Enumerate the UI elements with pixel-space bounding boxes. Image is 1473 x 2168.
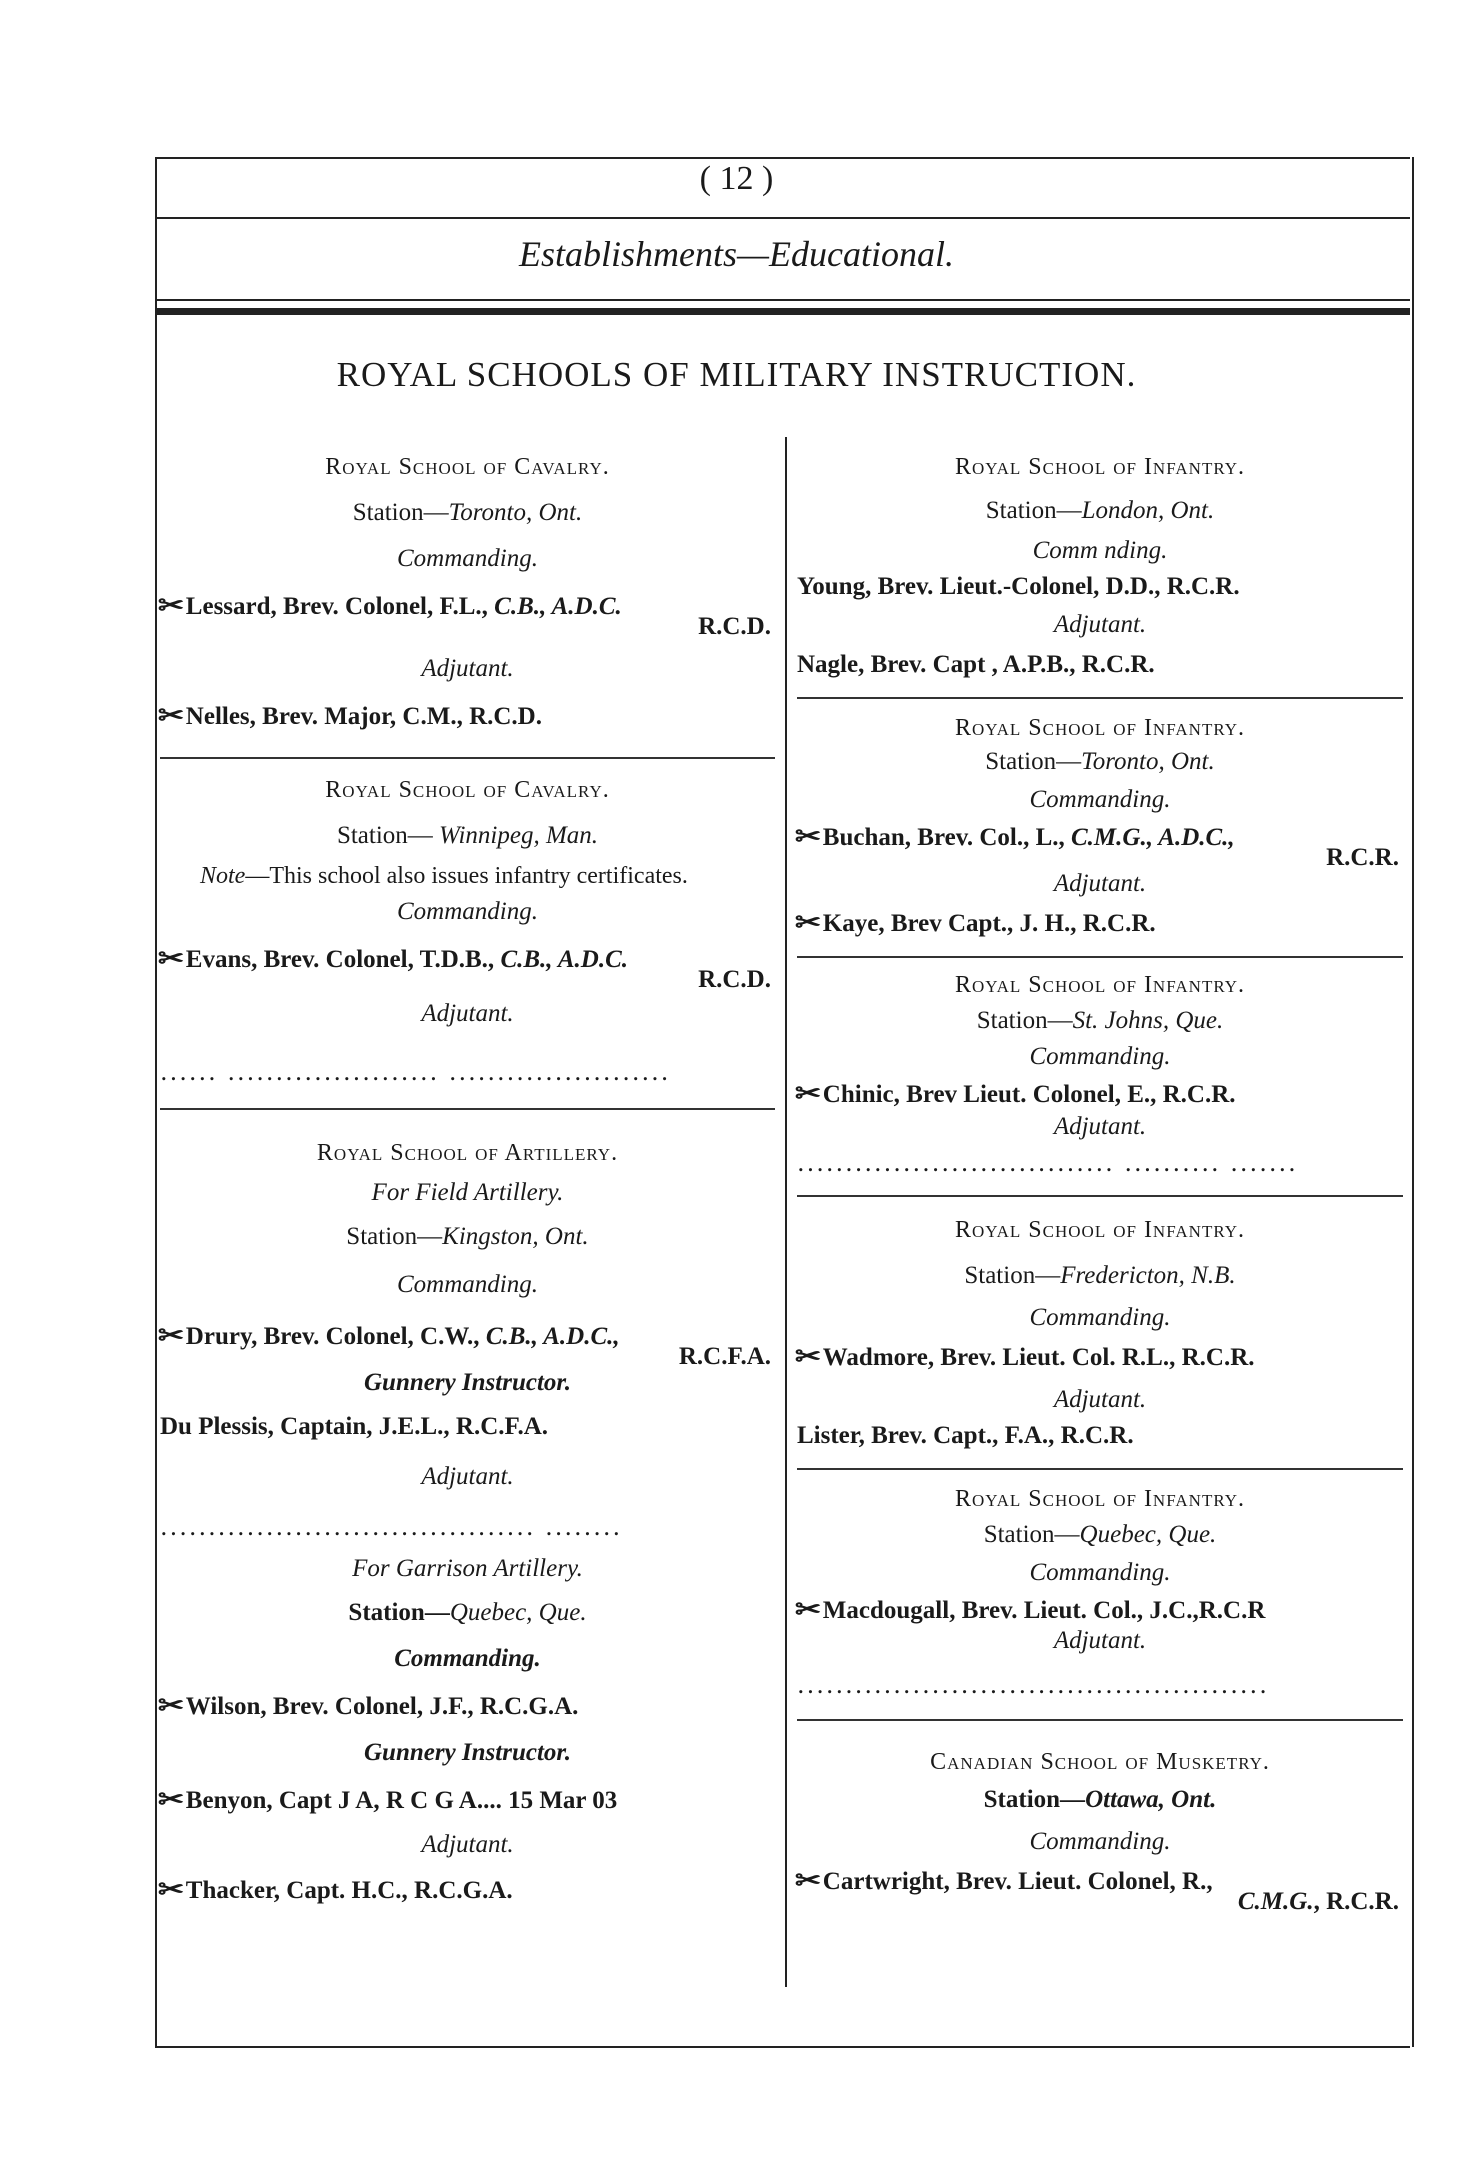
block-heading: Royal School of Infantry.	[954, 1486, 1246, 1512]
scissors-icon: ✂	[794, 1595, 821, 1624]
block-divider	[797, 956, 1403, 958]
block-heading: Royal School of Infantry.	[954, 972, 1246, 998]
gunnery-name: Benyon, Capt J A, R C G A.... 15 Mar 03	[185, 1787, 618, 1814]
block-divider	[797, 697, 1403, 699]
commander-corps: R.C.D.	[698, 966, 771, 993]
station-place: Winnipeg, Man.	[439, 822, 599, 849]
station-label: Station—	[964, 1262, 1061, 1289]
commanding-label: Commanding.	[1029, 1304, 1171, 1331]
commander-corps: R.C.F.A.	[678, 1343, 771, 1370]
block-heading: Royal School of Infantry.	[954, 715, 1246, 741]
commanding-label: Commanding.	[397, 545, 538, 572]
adjutant-label-2: Adjutant.	[421, 1831, 514, 1858]
scissors-icon: ✂	[157, 1691, 184, 1720]
commanding-label: Commanding.	[1029, 1043, 1171, 1070]
commander-honours: C.B., A.D.C.	[494, 593, 622, 620]
rule-thin	[155, 299, 1410, 301]
adjutant-label: Adjutant.	[1053, 1113, 1147, 1140]
commanding-label: Commanding.	[1029, 1559, 1171, 1586]
cavalry-toronto-block	[157, 454, 775, 731]
commander-entry-2	[157, 1691, 775, 1721]
commanding-label: Comm nding.	[1032, 537, 1168, 564]
scissors-icon: ✂	[157, 944, 184, 973]
note-label: Note	[200, 863, 246, 889]
adjutant-entry: Lister, Brev. Capt., F.A., R.C.R.	[797, 1422, 1134, 1449]
station-line-2	[160, 1599, 775, 1627]
dotted-leader: ....................................... ........	[160, 1513, 623, 1541]
commander-honours: C.B., A.D.C.,	[485, 1323, 620, 1350]
commander-entry	[794, 1079, 1403, 1109]
commander-corps: R.C.D.	[698, 613, 771, 640]
commander-name: Cartwright, Brev. Lieut. Colonel, R.,	[822, 1868, 1213, 1895]
commander-corps: , R.C.R.	[1313, 1888, 1399, 1915]
station-line	[160, 499, 775, 527]
commander-entry	[157, 591, 775, 621]
gunnery-label-2: Gunnery Instructor.	[363, 1739, 572, 1766]
station-place: Fredericton, N.B.	[1060, 1262, 1236, 1289]
right-column	[794, 440, 1403, 1916]
scissors-icon: ✂	[157, 1785, 184, 1814]
top-rule	[155, 157, 1410, 159]
commander-entry	[157, 1321, 775, 1351]
infantry-toronto-block	[794, 715, 1403, 938]
bottom-rule	[155, 2046, 1410, 2048]
scissors-icon: ✂	[794, 1342, 821, 1371]
musketry-block	[794, 1749, 1403, 1916]
commander-name: Buchan, Brev. Col., L.,	[822, 824, 1071, 851]
page-number: ( 12 )	[699, 160, 774, 197]
gunnery-label: Gunnery Instructor.	[363, 1369, 572, 1396]
station-line	[797, 497, 1403, 525]
commander-name: Drury, Brev. Colonel, C.W.,	[185, 1323, 486, 1350]
commander-name: Chinic, Brev Lieut. Colonel, E., R.C.R.	[822, 1081, 1236, 1108]
adjutant-label: Adjutant.	[421, 1463, 514, 1490]
station-place: Quebec, Que.	[449, 1599, 587, 1626]
station-label: Station—	[346, 1223, 443, 1250]
station-label: Station—	[983, 1521, 1080, 1548]
artillery-block	[157, 1140, 775, 1905]
station-label: Station—	[348, 1599, 450, 1626]
scissors-icon: ✂	[794, 1866, 821, 1895]
commander-corps: R.C.R.	[1326, 844, 1399, 871]
column-separator	[785, 437, 787, 1987]
adjutant-name: Nelles, Brev. Major, C.M., R.C.D.	[185, 703, 542, 730]
commander-entry	[794, 1342, 1403, 1372]
adjutant-label: Adjutant.	[1053, 1627, 1147, 1654]
scissors-icon: ✂	[794, 822, 821, 851]
sub-heading-garrison: For Garrison Artillery.	[352, 1555, 583, 1582]
adjutant-entry-2	[157, 1875, 775, 1905]
rule-under-page-number	[155, 217, 1410, 219]
block-divider	[797, 1468, 1403, 1470]
block-heading: Royal School of Cavalry.	[325, 777, 610, 803]
commander-honours: C.M.G., A.D.C.,	[1071, 824, 1235, 851]
station-place: St. Johns, Que.	[1072, 1007, 1224, 1034]
section-title: Establishments—Educational.	[519, 234, 954, 274]
station-place: Toronto, Ont.	[448, 499, 583, 526]
station-line	[797, 1007, 1403, 1035]
station-place: London, Ont.	[1081, 497, 1215, 524]
infantry-london-block	[797, 454, 1403, 679]
commander-name: Wilson, Brev. Colonel, J.F., R.C.G.A.	[185, 1693, 579, 1720]
adjutant-label: Adjutant.	[1053, 1386, 1147, 1413]
sub-heading-field: For Field Artillery.	[371, 1179, 564, 1206]
infantry-quebec-block	[794, 1486, 1403, 1699]
adjutant-entry	[157, 701, 775, 731]
commanding-label: Commanding.	[397, 1271, 538, 1298]
dotted-leader: ...... ...................... .......................	[160, 1058, 671, 1086]
block-heading: Royal School of Cavalry.	[325, 454, 610, 480]
station-label: Station—	[983, 1786, 1086, 1813]
note	[160, 864, 775, 888]
station-place: Kingston, Ont.	[442, 1223, 589, 1250]
note-text: —This school also issues infantry certificates.	[245, 863, 688, 889]
commander-honours: C.B., A.D.C.	[500, 946, 629, 973]
station-place: Quebec, Que.	[1079, 1521, 1217, 1548]
block-heading: Royal School of Infantry.	[954, 454, 1246, 480]
station-label: Station—	[985, 497, 1082, 524]
infantry-stjohns-block	[794, 972, 1403, 1177]
main-title: ROYAL SCHOOLS OF MILITARY INSTRUCTION.	[336, 355, 1137, 394]
commander-name: Wadmore, Brev. Lieut. Col. R.L., R.C.R.	[822, 1344, 1255, 1371]
commander-name: Lessard, Brev. Colonel, F.L.,	[185, 593, 495, 620]
left-column	[157, 440, 775, 1905]
rule-thick	[155, 308, 1410, 315]
block-divider	[797, 1719, 1403, 1721]
commander-entry	[157, 944, 775, 974]
adjutant-label: Adjutant.	[421, 1000, 514, 1027]
station-label: Station—	[985, 748, 1082, 775]
adjutant-entry	[794, 908, 1403, 938]
station-line	[797, 1262, 1403, 1290]
station-line	[797, 1521, 1403, 1549]
block-divider	[160, 757, 775, 759]
block-divider	[797, 1195, 1403, 1197]
scissors-icon: ✂	[157, 701, 184, 730]
gunnery-entry: Du Plessis, Captain, J.E.L., R.C.F.A.	[160, 1413, 549, 1440]
commander-name: Macdougall, Brev. Lieut. Col., J.C.,R.C.R	[822, 1597, 1266, 1624]
station-label: Station—	[976, 1007, 1073, 1034]
scissors-icon: ✂	[157, 591, 184, 620]
commander-entry	[794, 822, 1403, 852]
adjutant-label: Adjutant.	[1053, 611, 1147, 638]
infantry-fredericton-block	[794, 1217, 1403, 1450]
commander-entry	[794, 1595, 1403, 1625]
scissors-icon: ✂	[157, 1321, 184, 1350]
commanding-label: Commanding.	[1029, 786, 1171, 813]
scissors-icon: ✂	[794, 908, 821, 937]
commander-name: Evans, Brev. Colonel, T.D.B.,	[185, 946, 501, 973]
gunnery-entry-2	[157, 1785, 775, 1815]
station-line	[797, 1786, 1403, 1814]
station-place: Ottawa, Ont.	[1085, 1786, 1217, 1813]
station-line	[160, 822, 775, 850]
station-line	[160, 1223, 775, 1251]
block-heading: Royal School of Infantry.	[954, 1217, 1246, 1243]
adjutant-label: Adjutant.	[421, 655, 514, 682]
dotted-leader: .................................................	[797, 1671, 1269, 1699]
commanding-label: Commanding.	[1029, 1828, 1171, 1855]
scissors-icon: ✂	[157, 1875, 184, 1904]
commander-honours: C.M.G.	[1237, 1888, 1314, 1915]
station-label: Station—	[336, 822, 440, 849]
dotted-leader: ................................. .......... .......	[797, 1149, 1298, 1177]
commander-entry: Young, Brev. Lieut.-Colonel, D.D., R.C.R.	[797, 573, 1240, 600]
station-line	[797, 748, 1403, 776]
adjutant-name: Thacker, Capt. H.C., R.C.G.A.	[185, 1877, 513, 1904]
scissors-icon: ✂	[794, 1079, 821, 1108]
cavalry-winnipeg-block	[157, 777, 775, 1086]
block-divider	[160, 1108, 775, 1110]
adjutant-label: Adjutant.	[1053, 870, 1147, 897]
adjutant-entry: Nagle, Brev. Capt , A.P.B., R.C.R.	[797, 651, 1155, 678]
block-heading: Royal School of Artillery.	[316, 1140, 619, 1166]
block-heading: Canadian School of Musketry.	[930, 1749, 1270, 1775]
station-place: Toronto, Ont.	[1081, 748, 1215, 775]
commanding-label: Commanding.	[397, 898, 538, 925]
commander-entry	[794, 1866, 1403, 1896]
commanding-label-2: Commanding.	[394, 1645, 541, 1672]
adjutant-name: Kaye, Brev Capt., J. H., R.C.R.	[822, 910, 1156, 937]
station-label: Station—	[352, 499, 449, 526]
